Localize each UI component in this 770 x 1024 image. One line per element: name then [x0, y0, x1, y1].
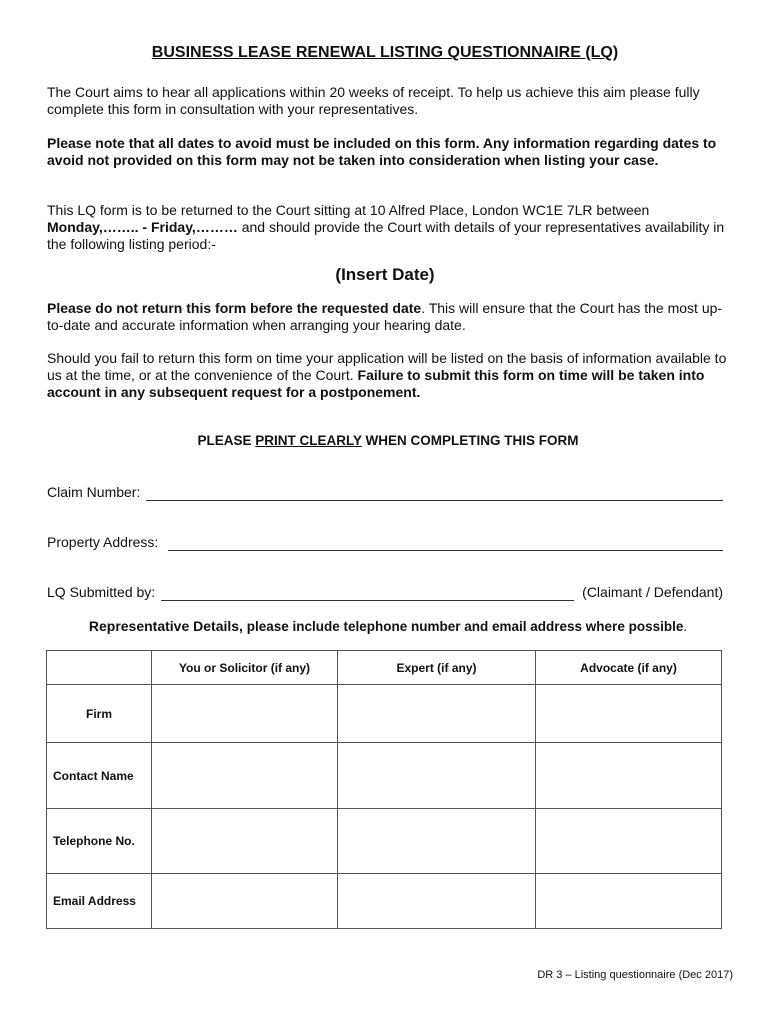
do-not-return-bold: Please do not return this form before the requested date: [47, 300, 422, 316]
return-note-prefix: This LQ form is to be returned to the Court sitting at 10 Alfred Place, London WC1E 7LR between: [47, 202, 650, 218]
print-clearly-before: PLEASE: [197, 433, 256, 448]
table-cell[interactable]: [152, 743, 338, 809]
row-header: Email Address: [47, 874, 152, 929]
representative-table: [46, 650, 722, 929]
property-address-label: Property Address:: [47, 534, 159, 550]
lq-submitted-suffix: (Claimant / Defendant): [582, 584, 723, 600]
table-row: [47, 743, 722, 809]
do-not-return-paragraph: [47, 300, 737, 334]
print-clearly-underlined: PRINT CLEARLY: [255, 433, 362, 448]
row-header: Contact Name: [47, 743, 152, 809]
column-header: Expert (if any): [338, 651, 536, 685]
table-header-row: [47, 651, 722, 685]
return-note-suffix: and should provide the Court with details of your representatives availability in the following listing period:-: [47, 219, 725, 252]
table-cell[interactable]: [338, 743, 536, 809]
failure-note-text: Should you fail to return this form on time your application will be listed on the basis of information available to us at the time, or at the convenience of the Court.: [47, 350, 727, 383]
failure-note-bold: Failure to submit this form on time will be taken into account in any subsequent request for a postponement.: [47, 367, 705, 400]
table-cell[interactable]: [536, 809, 722, 874]
failure-note-paragraph: [47, 350, 737, 401]
lq-submitted-label: LQ Submitted by:: [47, 584, 156, 600]
table-row: [47, 874, 722, 929]
lq-submitted-line[interactable]: [161, 587, 574, 601]
claim-number-field[interactable]: [47, 484, 723, 501]
claim-number-line[interactable]: [146, 487, 723, 501]
print-clearly-after: WHEN COMPLETING THIS FORM: [361, 433, 579, 448]
table-cell[interactable]: [338, 809, 536, 874]
table-cell[interactable]: [338, 685, 536, 743]
intro-paragraph: The Court aims to hear all applications within 20 weeks of receipt. To help us achieve this aim please fully complete this form in consultation with your representatives.: [47, 84, 700, 117]
claim-number-label: Claim Number:: [47, 484, 141, 500]
row-header: Telephone No.: [47, 809, 152, 874]
property-address-field[interactable]: [47, 534, 723, 551]
rep-heading-bold: Representative Details,: [88, 618, 243, 634]
table-cell[interactable]: [338, 874, 536, 929]
property-address-line[interactable]: [168, 537, 723, 551]
table-row: [47, 685, 722, 743]
table-row: [47, 809, 722, 874]
page-footer: DR 3 – Listing questionnaire (Dec 2017): [537, 969, 733, 981]
table-cell[interactable]: [536, 743, 722, 809]
page-title: BUSINESS LEASE RENEWAL LISTING QUESTIONNAIRE (LQ): [151, 44, 619, 61]
table-cell[interactable]: [152, 809, 338, 874]
representative-details-heading: [0, 618, 770, 634]
row-header: Firm: [47, 685, 152, 743]
column-header: You or Solicitor (if any): [152, 651, 338, 685]
table-cell[interactable]: [536, 685, 722, 743]
table-cell[interactable]: [536, 874, 722, 929]
table-corner-cell: [47, 651, 152, 685]
lq-submitted-field[interactable]: [47, 584, 723, 601]
return-note-days: Monday,…….. - Friday,………: [47, 219, 238, 235]
insert-date-heading: (Insert Date): [335, 265, 435, 284]
print-clearly-heading: [0, 433, 770, 448]
table-cell[interactable]: [152, 685, 338, 743]
column-header: Advocate (if any): [536, 651, 722, 685]
do-not-return-rest: . This will ensure that the Court has the most up-to-date and accurate information when arranging your hearing date.: [47, 300, 723, 333]
return-note-paragraph: [47, 202, 737, 253]
dates-note-paragraph: Please note that all dates to avoid must be included on this form. Any information regarding dates to avoid not provided on this form may not be taken into consideration when listing your case.: [47, 135, 717, 168]
rep-heading-end: .: [683, 619, 688, 634]
rep-heading-rest: please include telephone number and email address where possible: [242, 619, 684, 634]
table-cell[interactable]: [152, 874, 338, 929]
